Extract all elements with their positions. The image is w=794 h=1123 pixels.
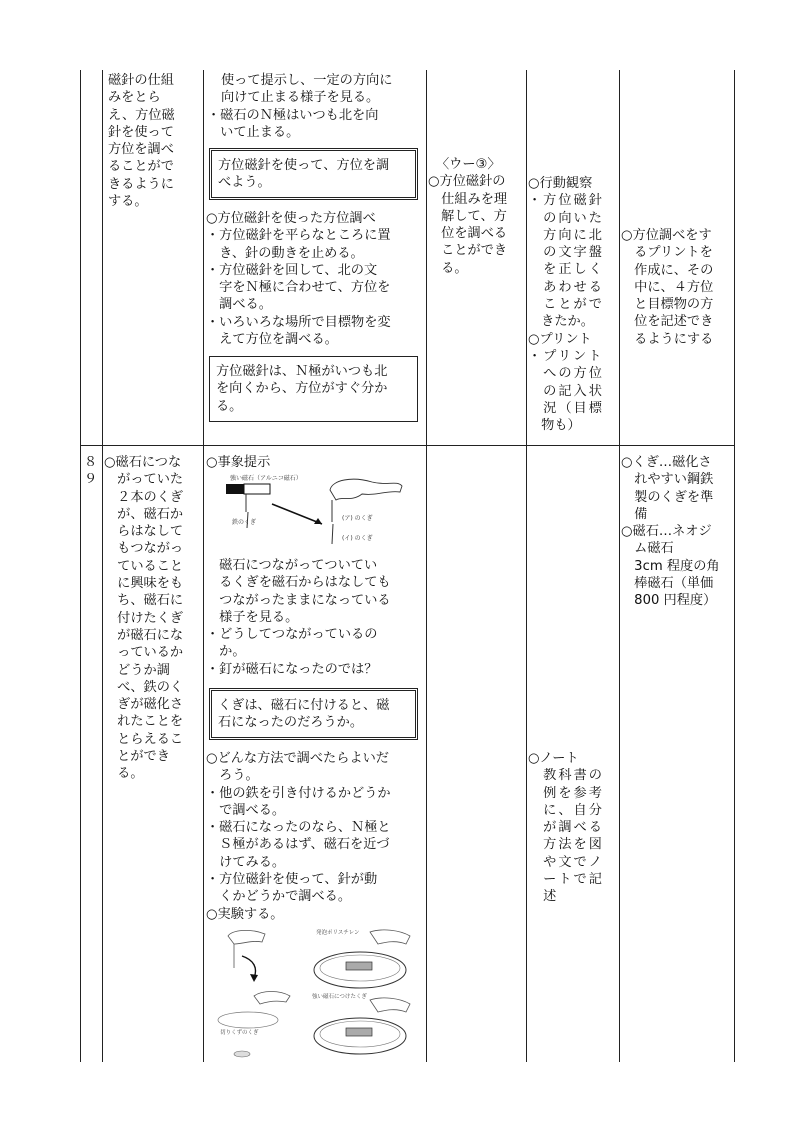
- row1-content-cell: [108, 72, 175, 210]
- text-line: 磁石につながってついてい: [206, 558, 378, 573]
- text-line: くかどうかで調べる。: [206, 889, 352, 905]
- table-border-right: [734, 70, 735, 1062]
- text-line: 3cm 程度の角: [621, 558, 720, 574]
- magnet-nail-figure: [212, 472, 412, 552]
- text-line: Ｓ極があるはず、磁石を近づ: [206, 837, 390, 853]
- text-line: 使って提示し、一定の方向に: [221, 73, 393, 88]
- text-line: れやすい鋼鉄: [621, 472, 714, 488]
- text-line: の向いた: [528, 210, 604, 226]
- text-line: ぎが磁化さ: [104, 697, 184, 713]
- text-line: ートで記: [528, 872, 604, 888]
- text-line: に興味をも: [104, 576, 184, 592]
- text-line: 調べる。: [206, 297, 272, 313]
- text-line: る。: [104, 766, 144, 782]
- text-line: ○方位調べをす: [621, 228, 712, 243]
- text-line: ・どうしてつながっているの: [206, 627, 378, 643]
- text-line: ○方位磁針の: [428, 174, 506, 190]
- text-line: ・方位磁針: [528, 193, 604, 209]
- text-line: ２本のくぎ: [104, 489, 184, 505]
- text-line: ・いろいろな場所で目標物を変: [206, 314, 391, 330]
- nail-label: 鉄のくぎ: [232, 519, 257, 526]
- table-column-divider: [203, 70, 204, 1062]
- text-line: みをとら: [108, 90, 161, 106]
- text-line: で調べる。: [206, 802, 286, 818]
- figure-label: 発泡ポリスチレン: [316, 930, 360, 936]
- nail-icon: [332, 524, 333, 544]
- table-border-left: [80, 70, 81, 1062]
- text-line: に、自分: [528, 802, 604, 818]
- text-line: 述: [528, 889, 559, 905]
- text-line: つながったままになっている: [206, 592, 391, 608]
- text-line: ことができ: [428, 243, 508, 259]
- text-line: 〈ウー③〉: [436, 157, 501, 172]
- text-line: えて方位を調べる。: [206, 332, 338, 348]
- row2-activity-a: [206, 557, 391, 678]
- text-line: ○ノート: [528, 751, 579, 766]
- summary-box: [209, 356, 418, 422]
- arrow-icon: [272, 504, 322, 524]
- text-line: れたことを: [104, 714, 184, 730]
- text-line: きたか。: [528, 314, 594, 330]
- text-line: 磁針の仕組: [108, 73, 174, 88]
- text-line: ろう。: [206, 768, 259, 784]
- row2-content-cell: [104, 454, 183, 783]
- text-line: がっていた: [104, 472, 184, 488]
- text-line: 方位を調べ: [108, 142, 174, 158]
- text-line: るようにする: [621, 331, 714, 347]
- text-line: 位を記述でき: [621, 314, 714, 330]
- text-line: べ、鉄のく: [104, 679, 184, 695]
- lesson-number: ９: [84, 472, 98, 488]
- row2-number-cell: [84, 454, 97, 489]
- hand-icon: [228, 930, 265, 944]
- table-column-divider: [102, 70, 103, 1062]
- text-line: ○どんな方法で調べたらよいだ: [206, 751, 389, 766]
- text-line: る。: [428, 260, 468, 276]
- table-column-divider: [426, 70, 427, 1062]
- question-box: [209, 688, 418, 740]
- text-line: 付けたくぎ: [104, 610, 184, 626]
- arrow-head-icon: [250, 974, 258, 982]
- text-line: 方位磁針は、Ｎ極がいつも北: [216, 364, 388, 379]
- text-line: もつながっ: [104, 541, 184, 557]
- table-row-divider: [80, 445, 735, 446]
- hand-icon: [254, 992, 290, 1005]
- row1-activity-mid: [206, 210, 391, 348]
- text-line: と目標物の方: [621, 297, 714, 313]
- text-line: 方位磁針を使って、方位を調: [218, 158, 390, 173]
- dish-icon: [218, 1012, 278, 1028]
- magnet-label: 強い磁石（アルニコ磁石）: [230, 475, 302, 482]
- text-line: 800 円程度）: [621, 593, 717, 609]
- text-line: が調べる: [528, 820, 604, 836]
- text-line: 作成に、その: [621, 262, 714, 278]
- text-line: 針を使って: [108, 124, 174, 140]
- figure-label: 強い磁石につけたくぎ: [312, 994, 367, 1000]
- text-line: とができ: [104, 749, 170, 765]
- text-line: する。: [108, 194, 148, 210]
- text-line: ていること: [104, 558, 184, 574]
- magnet-north-end: [226, 484, 244, 494]
- text-line: る。: [216, 398, 243, 414]
- table-column-divider: [526, 70, 527, 1062]
- row1-eval-goal: [428, 156, 507, 277]
- text-line: を正しく: [528, 262, 604, 278]
- text-line: ・釘が磁石になったのでは？: [206, 661, 378, 677]
- row2-activity-head: [206, 454, 270, 471]
- table-column-divider: [619, 70, 620, 1062]
- text-line: ○磁石につな: [104, 455, 182, 470]
- floating-nail-icon: [346, 1028, 372, 1036]
- text-line: どうか調: [104, 662, 170, 678]
- row2-activity-b: [206, 750, 391, 923]
- text-line: 例を参考: [528, 785, 604, 801]
- text-line: 備: [621, 506, 648, 522]
- text-line: ・他の鉄を引き付けるかどうか: [206, 785, 391, 801]
- filings-icon: [234, 1051, 250, 1057]
- text-line: ・磁石のＮ極はいつも北を向: [207, 107, 379, 123]
- hand-icon: [330, 479, 402, 500]
- text-line: とらえるこ: [104, 731, 184, 747]
- text-line: 方法を図: [528, 837, 604, 853]
- text-line: あわせる: [528, 279, 604, 295]
- text-line: が、磁石か: [104, 506, 184, 522]
- figure-label: 切りくずのくぎ: [220, 1030, 259, 1036]
- text-line: くぎは、磁石に付けると、磁: [218, 698, 390, 713]
- text-line: ○実験する。: [206, 906, 284, 922]
- row2-eval-method: [528, 750, 604, 906]
- lesson-number: ８: [84, 455, 98, 470]
- text-line: ○くぎ…磁化さ: [621, 455, 712, 470]
- text-line: 物も）: [528, 418, 581, 434]
- text-line: 棒磁石（単価: [621, 576, 714, 592]
- text-line: の文字盤: [528, 245, 604, 261]
- row1-activity-top: [207, 72, 392, 141]
- text-line: 製のくぎを準: [621, 489, 714, 505]
- text-line: ○磁石…ネオジ: [621, 524, 712, 540]
- text-line: いて止まる。: [207, 124, 300, 140]
- text-line: るプリントを: [621, 245, 713, 261]
- text-line: や文でノ: [528, 854, 604, 870]
- text-line: ことがで: [528, 297, 604, 313]
- text-line: 仕組みを理: [428, 191, 508, 207]
- text-line: ち、磁石に: [104, 593, 184, 609]
- text-line: が磁石にな: [104, 627, 184, 643]
- text-line: らはなして: [104, 524, 184, 540]
- hand-icon: [370, 930, 410, 944]
- text-line: ○方位磁針を使った方位調べ: [206, 211, 376, 226]
- text-line: ・方位磁針を使って、針が動: [206, 872, 378, 888]
- question-box: [209, 148, 418, 200]
- text-line: 教科書の: [528, 768, 604, 784]
- magnet-south-end: [244, 484, 270, 494]
- text-line: きるように: [108, 176, 174, 192]
- experiment-figure: [210, 926, 422, 1062]
- text-line: ・方位磁針を回して、北の文: [206, 262, 378, 278]
- text-line: ることがで: [108, 159, 174, 175]
- text-line: き、針の動きを止める。: [206, 245, 364, 261]
- text-line: べよう。: [218, 175, 271, 191]
- text-line: か。: [206, 644, 246, 660]
- text-line: 字をＮ極に合わせて、方位を: [206, 280, 391, 296]
- text-line: 況（目標: [528, 400, 604, 416]
- text-line: けてみる。: [206, 854, 286, 870]
- row1-eval-method: [528, 175, 604, 434]
- text-line: るくぎを磁石からはなしても: [206, 575, 391, 591]
- text-line: の記入状: [528, 383, 604, 399]
- text-line: ・方位磁針を平らなところに置: [206, 228, 391, 244]
- text-line: ○事象提示: [206, 455, 271, 470]
- floating-nail-icon: [346, 962, 372, 970]
- text-line: を向くから、方位がすぐ分か: [216, 381, 388, 397]
- text-line: 様子を見る。: [206, 609, 299, 625]
- row1-notes: [621, 227, 713, 348]
- text-line: ○プリント: [528, 331, 592, 347]
- text-line: への方位: [528, 366, 604, 382]
- text-line: っているか: [104, 645, 184, 661]
- text-line: ○行動観察: [528, 176, 593, 191]
- text-line: ・磁石になったのなら、Ｎ極と: [206, 820, 391, 836]
- text-line: ・プリント: [528, 348, 604, 364]
- hand-icon: [370, 998, 410, 1012]
- text-line: 解して、方: [428, 208, 507, 224]
- text-line: 中に、４方位: [621, 279, 714, 295]
- text-line: え、方位磁: [108, 107, 175, 123]
- nail-a-label: (ア) のくぎ: [342, 515, 373, 522]
- text-line: 石になったのだろうか。: [218, 715, 364, 731]
- text-line: 位を調べる: [428, 226, 508, 242]
- text-line: 向けて止まる様子を見る。: [221, 90, 380, 106]
- nail-b-label: (イ) のくぎ: [342, 535, 373, 542]
- row2-notes: [621, 454, 720, 610]
- text-line: ム磁石: [621, 541, 674, 557]
- text-line: 方向に北: [528, 227, 604, 243]
